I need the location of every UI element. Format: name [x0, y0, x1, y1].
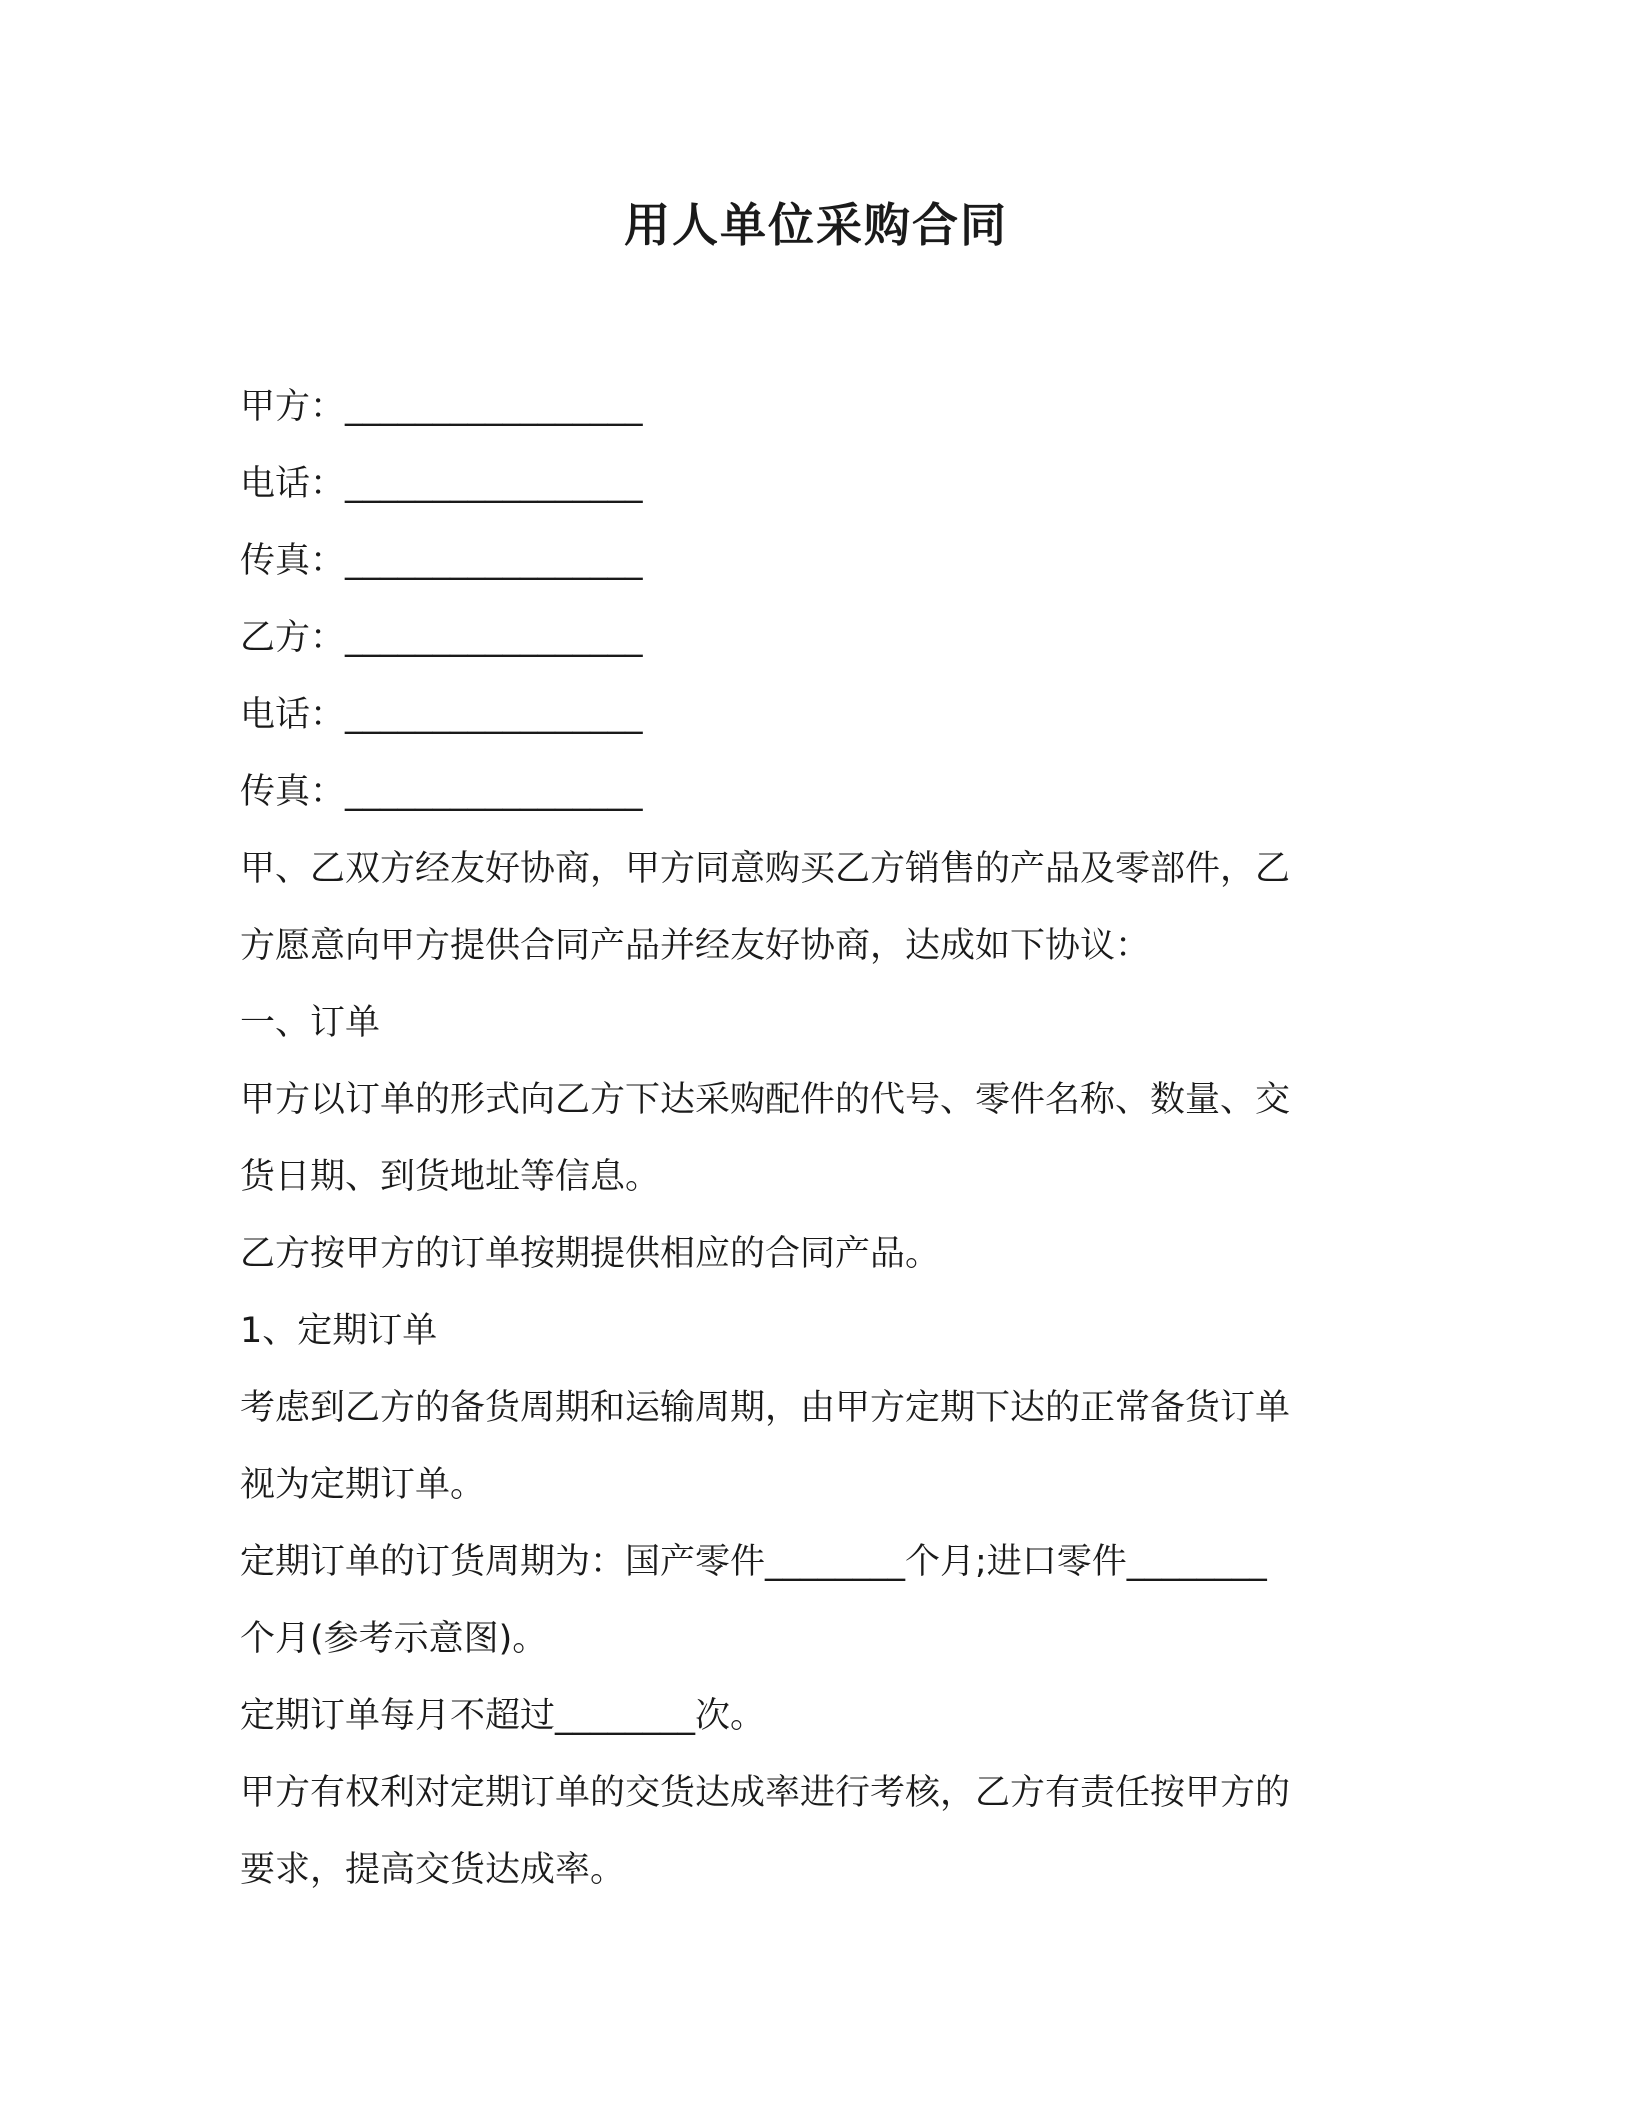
party-b-phone-field: 电话：_________________	[240, 695, 643, 735]
party-a-phone-field: 电话：_________________	[240, 464, 643, 504]
party-b-field: 乙方：_________________	[240, 618, 643, 658]
assessment-line-1: 甲方有权利对定期订单的交货达成率进行考核，乙方有责任按甲方的	[240, 1773, 1291, 1813]
order-paragraph-2: 乙方按甲方的订单按期提供相应的合同产品。	[240, 1234, 941, 1274]
preamble-line-2: 方愿意向甲方提供合同产品并经友好协商，达成如下协议：	[240, 926, 1151, 966]
section-heading-order: 一、订单	[240, 1003, 381, 1043]
party-a-fax-field: 传真：_________________	[240, 541, 643, 581]
party-a-field: 甲方：_________________	[240, 387, 643, 427]
document-title: 用人单位采购合同	[624, 198, 1008, 252]
document-body	[240, 369, 1370, 1909]
order-paragraph-line-2: 货日期、到货地址等信息。	[240, 1157, 661, 1197]
party-b-fax-field: 传真：_________________	[240, 772, 643, 812]
order-cycle-line-2: 个月(参考示意图)。	[240, 1619, 548, 1659]
order-paragraph-line-1: 甲方以订单的形式向乙方下达采购配件的代号、零件名称、数量、交	[240, 1080, 1291, 1120]
regular-order-paragraph-line-2: 视为定期订单。	[240, 1465, 486, 1505]
regular-order-paragraph-line-1: 考虑到乙方的备货周期和运输周期，由甲方定期下达的正常备货订单	[240, 1388, 1291, 1428]
preamble-line-1: 甲、乙双方经友好协商，甲方同意购买乙方销售的产品及零部件，乙	[240, 849, 1291, 889]
order-cycle-line-1: 定期订单的订货周期为：国产零件________个月;进口零件________	[240, 1542, 1267, 1582]
subsection-heading-regular-order: 1、定期订单	[240, 1311, 438, 1351]
assessment-line-2: 要求，提高交货达成率。	[240, 1850, 626, 1890]
monthly-limit-line: 定期订单每月不超过________次。	[240, 1696, 766, 1736]
